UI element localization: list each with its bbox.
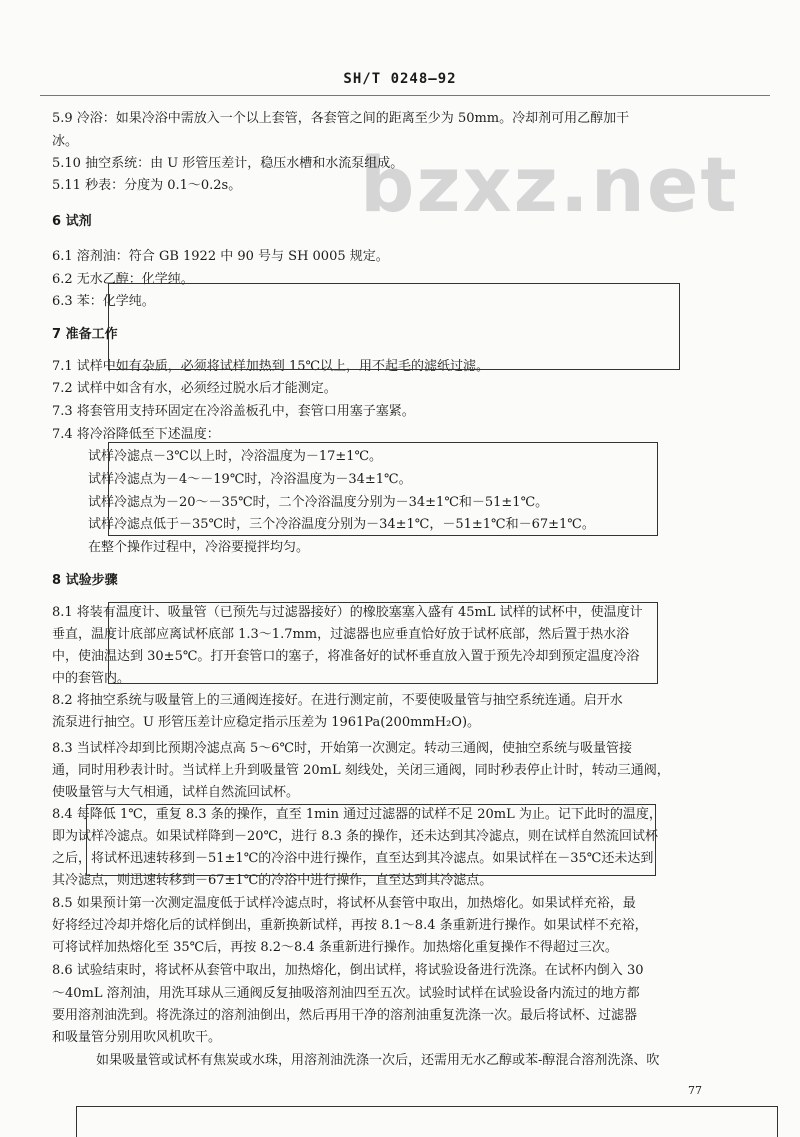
text-line: 7.4 将冷浴降低至下述温度： [52, 427, 220, 442]
watermark: bzxz.net [360, 140, 739, 229]
text-line: 5.11 秒表：分度为 0.1～0.2s。 [52, 178, 242, 193]
text-line: 试样冷滤点低于－35℃时，三个冷浴温度分别为－34±1℃，－51±1℃和－67±1℃。 [88, 517, 595, 532]
page-number: 77 [688, 1084, 702, 1097]
text-line: 试样冷滤点为－20～－35℃时，二个冷浴温度分别为－34±1℃和－51±1℃。 [88, 495, 549, 510]
text-line: 好将经过冷却并熔化后的试样倒出，重新换新试样，再按 8.1～8.4 条重新进行操作。如果试样不充裕， [52, 918, 648, 933]
text-line: 在整个操作过程中，冷浴要搅拌均匀。 [88, 540, 310, 555]
text-line: 5.10 抽空系统：由 U 形管压差计，稳压水槽和水流泵组成。 [52, 156, 404, 171]
text-line: 6.3 苯：化学纯。 [52, 294, 155, 309]
text-line: 流泵进行抽空。U 形管压差计应稳定指示压差为 1961Pa(200mmH₂O)。 [52, 715, 481, 730]
text-line: 其冷滤点，则迅速转移到－67±1℃的冷浴中进行操作，直至达到其冷滤点。 [52, 873, 493, 888]
standard-code-header: SH/T 0248—92 [343, 71, 457, 87]
text-line: 冰。 [52, 134, 79, 149]
text-line: 使吸量管与大气相通，试样自然流回试杯。 [52, 785, 300, 800]
text-line: 如果吸量管或试杯有焦炭或水珠，用溶剂油洗涤一次后，还需用无水乙醇或苯-醇混合溶剂洗涤、吹 [96, 1053, 660, 1068]
text-line: 8.3 当试样冷却到比预期冷滤点高 5～6℃时，开始第一次测定。转动三通阀，使抽空系统与吸量管接 [52, 741, 633, 756]
text-line: 8.1 将装有温度计、吸量管（已预先与过滤器接好）的橡胶塞塞入盛有 45mL 试样的试杯中，使温度计 [52, 605, 643, 620]
text-line: 试样冷滤点为－4～－19℃时，冷浴温度为－34±1℃。 [88, 472, 412, 487]
text-line: 试样冷滤点－3℃以上时，冷浴温度为－17±1℃。 [88, 449, 383, 464]
text-line: 6.2 无水乙醇：化学纯。 [52, 272, 194, 287]
text-line: 8.2 将抽空系统与吸量管上的三通阀连接好。在进行测定前，不要使吸量管与抽空系统连通。启开水 [52, 693, 623, 708]
section-heading: 8 试验步骤 [52, 573, 118, 588]
text-line: 中的套管内。 [52, 671, 131, 686]
text-line: 5.9 冷浴：如果冷浴中需放入一个以上套管，各套管之间的距离至少为 50mm。冷却剂可用乙醇加干 [52, 111, 630, 126]
text-line: 通，同时用秒表计时。当试样上升到吸量管 20mL 刻线处，关闭三通阀，同时秒表停止计时，转动三通阀， [52, 763, 670, 778]
section-heading: 6 试剂 [52, 214, 92, 229]
text-line: 7.1 试样中如有杂质，必须将试样加热到 15℃以上，用不起毛的滤纸过滤。 [52, 359, 490, 374]
text-line: 8.5 如果预计第一次测定温度低于试样冷滤点时，将试杯从套管中取出，加热熔化。如果试样充裕，最 [52, 896, 636, 911]
text-line: ～40mL 溶剂油，用洗耳球从三通阀反复抽吸溶剂油四至五次。试验时试样在试验设备内流过的地方都 [52, 986, 640, 1001]
text-line: 要用溶剂油洗到。将洗涤过的溶剂油倒出，然后再用干净的溶剂油重复洗涤一次。最后将试杯、过滤器 [52, 1008, 638, 1023]
header-rule [40, 95, 770, 96]
text-line: 中，使油温达到 30±5℃。打开套管口的塞子，将准备好的试杯垂直放入置于预先冷却到预定温度冷浴 [52, 649, 640, 664]
text-line: 和吸量管分别用吹风机吹干。 [52, 1030, 222, 1045]
text-line: 8.6 试验结束时，将试杯从套管中取出，加热熔化，倒出试样，将试验设备进行洗涤。在试杯内倒入 30 [52, 963, 644, 978]
text-line: 6.1 溶剂油：符合 GB 1922 中 90 号与 SH 0005 规定。 [52, 249, 389, 264]
section-heading: 7 准备工作 [52, 327, 118, 342]
text-line: 即为试样冷滤点。如果试样降到－20℃，进行 8.3 条的操作，还未达到其冷滤点，则在试样自然流回试杯 [52, 829, 659, 844]
text-line: 8.4 每降低 1℃，重复 8.3 条的操作，直至 1min 通过过滤器的试样不足 20mL 为止。记下此时的温度， [52, 807, 662, 822]
text-line: 垂直，温度计底部应离试杯底部 1.3～1.7mm，过滤器也应垂直恰好放于试杯底部，然后置于热水浴 [52, 627, 630, 642]
text-line: 7.3 将套管用支持环固定在冷浴盖板孔中，套管口用塞子塞紧。 [52, 404, 415, 419]
text-line: 之后，将试杯迅速转移到－51±1℃的冷浴中进行操作，直至达到其冷滤点。如果试样在－35℃还未达到 [52, 851, 654, 866]
text-line: 7.2 试样中如含有水，必须经过脱水后才能测定。 [52, 381, 337, 396]
text-line: 可将试样加热熔化至 35℃后，再按 8.2～8.4 条重新进行操作。加热熔化重复操作不得超过三次。 [52, 940, 618, 955]
